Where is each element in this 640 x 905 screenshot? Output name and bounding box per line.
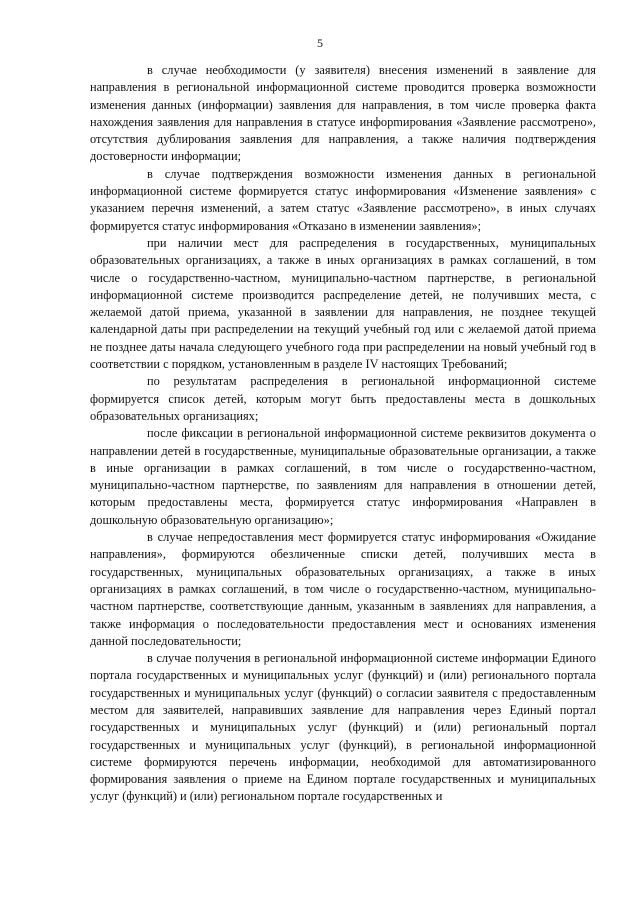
paragraph-change-status: в случае подтверждения возможности изменения данных в региональной информационной системе формируется статус информирования «Изменение заявления» с указанием перечня изменений, а затем статус «Заявление рассмотрено», в иных случаях формируется статус информирования «Отказано в изменении заявления»;: [90, 166, 596, 233]
paragraph-waiting-status: в случае непредоставления мест формируется статус информирования «Ожидание направления», формируются обезличенные списки детей, получивших места в государственных, муниципальных образовательных организациях, а также в иных организациях в рамках соглашений, в том числе о государственно-частном, муниципально-частном партнерстве, соответствующие данным, указанным в заявлениях для направления, а также информация о последовательности предоставления мест и основаниях изменения данной последовательности;: [90, 530, 596, 648]
document-body: [90, 62, 596, 806]
paragraph-referral-status: после фиксации в региональной информационной системе реквизитов документа о направлении детей в государственные, муниципальные образовательные организации, а также в иные организации в рамках соглашений, в том числе о государственно-частном, муниципально-частном партнерстве, по заявлениям для направления в отношении детей, которым предоставлены места, формируется статус информирования «Направлен в дошкольную образовательную организацию»;: [90, 426, 596, 527]
paragraph-portal-consent: в случае получения в региональной информационной системе информации Единого портала государственных и муниципальных услуг (функций) и (или) регионального портала государственных и муниципальных услуг (функций) о согласии заявителя с предоставленным местом для заявителей, направивших заявление для направления через Единый портал государственных и муниципальных услуг (функций) и (или) региональный портал государственных и муниципальных услуг (функций), в региональной информационной системе формируются перечень информации, необходимой для автоматизированного формирования заявления о приеме на Едином портале государственных и муниципальных услуг (функций) и (или) региональном портале государственных и: [90, 651, 596, 804]
paragraph-change-check: в случае необходимости (у заявителя) внесения изменений в заявление для направления в региональной информационной системе проводится проверка возможности изменения данных (информации) заявления для направления, в том числе проверка факта нахождения заявления для направления в статусе инфорmирования «Заявление рассмотрено», отсутствия дублирования заявления для направления, а также наличия подтверждения достоверности информации;: [90, 63, 596, 164]
paragraph-children-list: по результатам распределения в региональной информационной системе формируется список детей, которым могут быть предоставлены места в дошкольных образовательных организациях;: [90, 374, 596, 423]
page-number: 5: [317, 36, 323, 50]
paragraph-distribution: при наличии мест для распределения в государственных, муниципальных образовательных организациях, а также в иных организациях в рамках соглашений, в том числе о государственно-частном, муниципально-частном партнерстве, в региональной информационной системе производится распределение детей, не получивших места, с желаемой датой приема, указанной в заявлении для направления, не позднее текущей календарной даты при распределении на текущий учебный год или с желаемой датой приема не позднее даты начала следующего учебного года при распределении на новый учебный год в соответствии с порядком, установленным в разделе IV настоящих Требований;: [90, 235, 596, 372]
